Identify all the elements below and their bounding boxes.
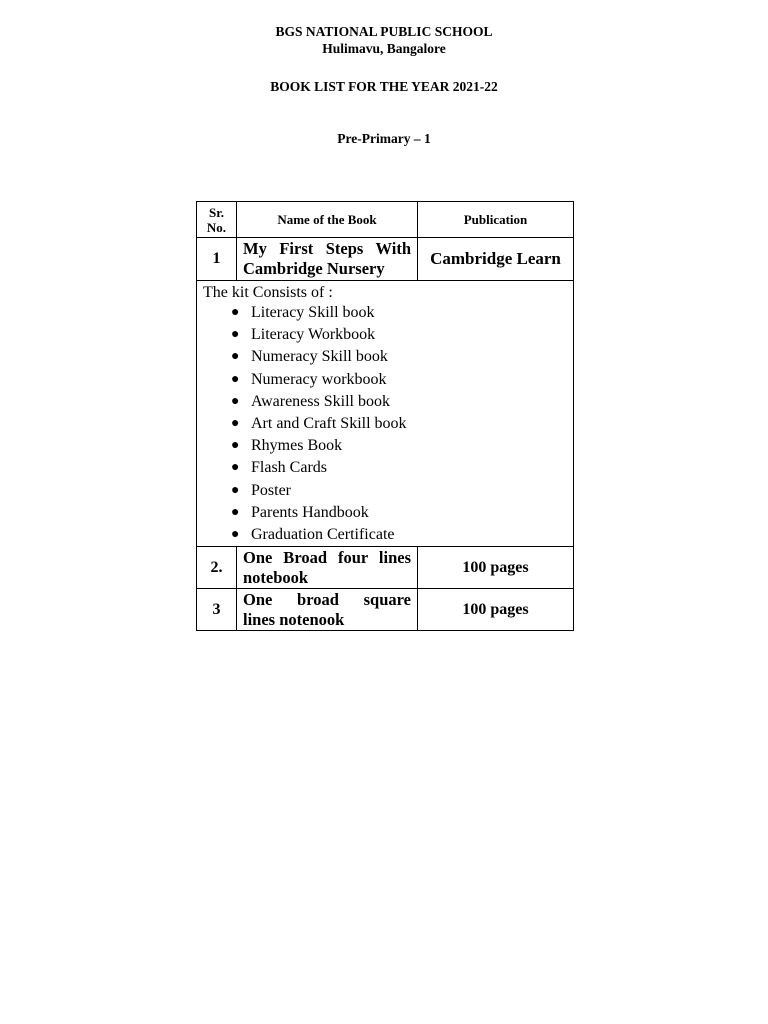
row-book-name-line1: One Broad four lines (243, 547, 411, 567)
kit-contents-cell (197, 281, 574, 547)
list-item (227, 457, 573, 479)
row-publication: Cambridge Learn (418, 238, 574, 281)
bullet-icon: ● (231, 393, 240, 409)
row-publication: 100 pages (418, 547, 574, 589)
bullet-icon: ● (231, 482, 240, 498)
kit-item-label: Literacy Workbook (251, 326, 376, 344)
header-sr-no-line2: No. (206, 219, 227, 235)
kit-item-label: Art and Craft Skill book (251, 415, 407, 433)
kit-item-label: Graduation Certificate (251, 526, 395, 544)
kit-item-label: Parents Handbook (251, 503, 369, 521)
kit-item-label: Poster (251, 481, 291, 499)
list-item (227, 435, 573, 457)
list-item (227, 369, 573, 391)
kit-item-label: Flash Cards (251, 459, 327, 477)
row-book-name (237, 238, 418, 281)
kit-item-label: Literacy Skill book (251, 304, 375, 321)
row-book-name (237, 589, 418, 631)
table-row (197, 589, 574, 631)
list-item (227, 324, 573, 346)
bullet-icon: ● (231, 438, 240, 454)
table-row (197, 547, 574, 589)
bullet-icon: ● (231, 349, 240, 365)
book-list-title: BOOK LIST FOR THE YEAR 2021-22 (270, 79, 498, 94)
kit-contents-row (197, 281, 574, 547)
list-item (227, 391, 573, 413)
school-name: BGS NATIONAL PUBLIC SCHOOL (275, 24, 493, 39)
row-publication: 100 pages (418, 589, 574, 631)
row-sr-no: 3 (197, 589, 237, 631)
bullet-icon: ● (231, 460, 240, 476)
bullet-icon: ● (231, 416, 240, 432)
bullet-icon: ● (231, 371, 240, 387)
list-item (227, 524, 573, 546)
row-book-name-line2: lines notenook (243, 609, 345, 629)
kit-item-label: Awareness Skill book (251, 392, 390, 410)
header-book-name: Name of the Book (237, 202, 418, 238)
table-row (197, 238, 574, 281)
bullet-icon: ● (231, 527, 240, 543)
list-item (227, 302, 573, 324)
row-book-name-line1: One broad square (243, 589, 411, 609)
row-book-name-line2: notebook (243, 567, 309, 587)
header-publication: Publication (418, 202, 574, 238)
book-list-table (196, 201, 574, 631)
bullet-icon: ● (231, 327, 240, 343)
bullet-icon: ● (231, 305, 240, 320)
table-header-row (197, 202, 574, 238)
kit-intro: The kit Consists of : (203, 284, 333, 301)
row-sr-no: 2. (197, 547, 237, 589)
row-book-name-line1: My First Steps With (243, 239, 411, 258)
kit-item-label: Numeracy Skill book (251, 348, 388, 366)
row-book-name-line2: Cambridge Nursery (243, 259, 385, 278)
class-name: Pre-Primary – 1 (337, 131, 431, 146)
school-location: Hulimavu, Bangalore (322, 41, 446, 56)
list-item (227, 502, 573, 524)
list-item (227, 413, 573, 435)
header-sr-no-line1: Sr. (208, 204, 225, 220)
kit-item-label: Rhymes Book (251, 437, 343, 455)
row-sr-no: 1 (197, 238, 237, 281)
kit-item-list (203, 302, 573, 546)
list-item (227, 346, 573, 368)
list-item (227, 480, 573, 502)
kit-item-label: Numeracy workbook (251, 370, 387, 388)
bullet-icon: ● (231, 504, 240, 520)
row-book-name (237, 547, 418, 589)
header-sr-no (197, 202, 237, 238)
